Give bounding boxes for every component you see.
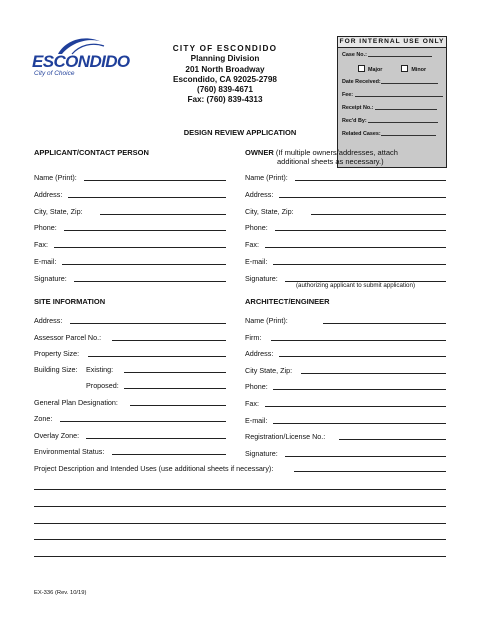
owner-phone-label: Phone:: [245, 223, 268, 233]
case-no-row: Case No.:: [342, 52, 432, 58]
site-address-input[interactable]: [70, 323, 226, 324]
fee-row: Fee:: [342, 92, 443, 98]
owner-signature-note: (authorizing applicant to submit application): [296, 282, 416, 289]
owner-city-state-zip-label: City, State, Zip:: [245, 206, 294, 216]
receipt-line[interactable]: [375, 109, 437, 110]
existing-size-input[interactable]: [124, 372, 226, 373]
site-address-label: Address:: [34, 316, 63, 325]
date-received-line[interactable]: [381, 83, 438, 84]
owner-fax-label: Fax:: [245, 240, 259, 250]
case-no-line[interactable]: [368, 56, 432, 57]
architect-e-mail-input[interactable]: [273, 423, 446, 424]
city-logo: [32, 36, 128, 82]
recd-by-row: Rec'd By:: [342, 118, 438, 124]
owner-e-mail-label: E-mail:: [245, 257, 268, 266]
project-description-line-6[interactable]: [34, 556, 446, 557]
applicant-fax-label: Fax:: [34, 240, 48, 250]
overlay-zone-label: Overlay Zone:: [34, 431, 80, 440]
property-size-label: Property Size:: [34, 349, 80, 358]
applicant-city-state-zip-label: City, State, Zip:: [34, 206, 83, 216]
owner-heading-block: [245, 148, 398, 166]
owner-address-label: Address:: [245, 189, 274, 199]
owner-signature-label: Signature:: [245, 273, 278, 283]
fax-number: Fax: (760) 839-4313: [187, 95, 263, 105]
architect-registration-license-no-input[interactable]: [339, 439, 446, 440]
applicant-address-input[interactable]: [68, 197, 226, 198]
project-description-line-3[interactable]: [34, 506, 446, 507]
architect-address-input[interactable]: [279, 356, 446, 357]
city-name: CITY OF ESCONDIDO: [172, 44, 278, 53]
architect-fax-label: Fax:: [245, 399, 259, 408]
applicant-heading: APPLICANT/CONTACT PERSON: [34, 148, 149, 157]
apn-label: Assessor Parcel No.:: [34, 333, 102, 342]
apn-input[interactable]: [112, 340, 226, 341]
env-status-input[interactable]: [112, 454, 226, 455]
owner-address-input[interactable]: [279, 197, 446, 198]
project-description-line-5[interactable]: [34, 539, 446, 540]
project-description-line-4[interactable]: [34, 523, 446, 524]
receipt-row: Receipt No.:: [342, 105, 437, 111]
applicant-city-state-zip-input[interactable]: [100, 214, 226, 215]
applicant-e-mail-input[interactable]: [62, 264, 226, 265]
recd-by-line[interactable]: [368, 122, 438, 123]
date-received-row: Date Received:: [342, 79, 438, 85]
internal-use-title: FOR INTERNAL USE ONLY: [338, 37, 446, 48]
division-name: Planning Division: [190, 54, 260, 64]
architect-firm-input[interactable]: [271, 340, 446, 341]
city-state-zip: Escondido, CA 92025-2798: [173, 74, 277, 84]
architect-address-label: Address:: [245, 349, 274, 359]
applicant-name-print-label: Name (Print):: [34, 173, 77, 182]
architect-signature-input[interactable]: [285, 456, 446, 457]
building-size-label: Building Size:: [34, 365, 78, 374]
project-description-line-1[interactable]: [294, 471, 446, 472]
zone-label: Zone:: [34, 414, 53, 423]
applicant-phone-label: Phone:: [34, 223, 57, 233]
zone-input[interactable]: [60, 421, 226, 422]
minor-checkbox[interactable]: [401, 65, 408, 72]
architect-name-print-input[interactable]: [323, 323, 446, 324]
major-checkbox[interactable]: [358, 65, 365, 72]
owner-name-print-input[interactable]: [295, 180, 446, 181]
owner-heading: OWNER: [245, 148, 274, 157]
architect-e-mail-label: E-mail:: [245, 415, 268, 425]
site-heading: SITE INFORMATION: [34, 297, 106, 306]
architect-phone-label: Phone:: [245, 382, 268, 392]
owner-name-print-label: Name (Print):: [245, 173, 288, 182]
property-size-input[interactable]: [88, 356, 226, 357]
form-number: EX-336 (Rev. 10/19): [34, 590, 87, 596]
architect-firm-label: Firm:: [245, 332, 262, 342]
architect-fax-input[interactable]: [265, 406, 446, 407]
applicant-fax-input[interactable]: [54, 247, 226, 248]
applicant-phone-input[interactable]: [64, 230, 226, 231]
applicant-signature-input[interactable]: [74, 281, 226, 282]
architect-registration-license-no-label: Registration/License No.:: [245, 432, 326, 442]
owner-e-mail-input[interactable]: [273, 264, 446, 265]
owner-phone-input[interactable]: [275, 230, 446, 231]
proposed-label: Proposed:: [86, 381, 119, 390]
form-title: DESIGN REVIEW APPLICATION: [183, 128, 297, 137]
phone-number: (760) 839-4671: [197, 85, 253, 95]
street-address: 201 North Broadway: [185, 64, 265, 74]
applicant-signature-label: Signature:: [34, 273, 67, 283]
general-plan-input[interactable]: [130, 405, 226, 406]
applicant-name-print-input[interactable]: [84, 180, 226, 181]
related-cases-row: Related Cases:: [342, 131, 436, 137]
owner-note-1: (If multiple owners/addresses, attach: [273, 148, 398, 157]
architect-signature-label: Signature:: [245, 448, 278, 458]
env-status-label: Environmental Status:: [34, 447, 105, 456]
agency-header: [150, 44, 300, 106]
architect-heading: ARCHITECT/ENGINEER: [245, 297, 330, 306]
general-plan-label: General Plan Designation:: [34, 398, 118, 407]
owner-fax-input[interactable]: [265, 247, 446, 248]
architect-city-state-zip-input[interactable]: [301, 373, 446, 374]
fee-line[interactable]: [355, 96, 443, 97]
existing-label: Existing:: [86, 365, 114, 374]
applicant-address-label: Address:: [34, 189, 63, 199]
applicant-e-mail-label: E-mail:: [34, 257, 57, 266]
major-minor-row: Major Minor: [358, 65, 426, 73]
overlay-zone-input[interactable]: [86, 438, 226, 439]
project-description-label: Project Description and Intended Uses (use additional sheets if necessary):: [34, 464, 274, 473]
architect-city-state-zip-label: City State, Zip:: [245, 365, 293, 375]
owner-city-state-zip-input[interactable]: [311, 214, 446, 215]
project-description-line-2[interactable]: [34, 489, 446, 490]
logo-tagline: City of Choice: [34, 70, 75, 77]
logo-wordmark: ESCONDIDO: [32, 52, 130, 71]
architect-name-print-label: Name (Print):: [245, 316, 288, 325]
owner-note-2: additional sheets as necessary.): [277, 157, 384, 166]
proposed-size-input[interactable]: [124, 388, 226, 389]
architect-phone-input[interactable]: [273, 389, 446, 390]
